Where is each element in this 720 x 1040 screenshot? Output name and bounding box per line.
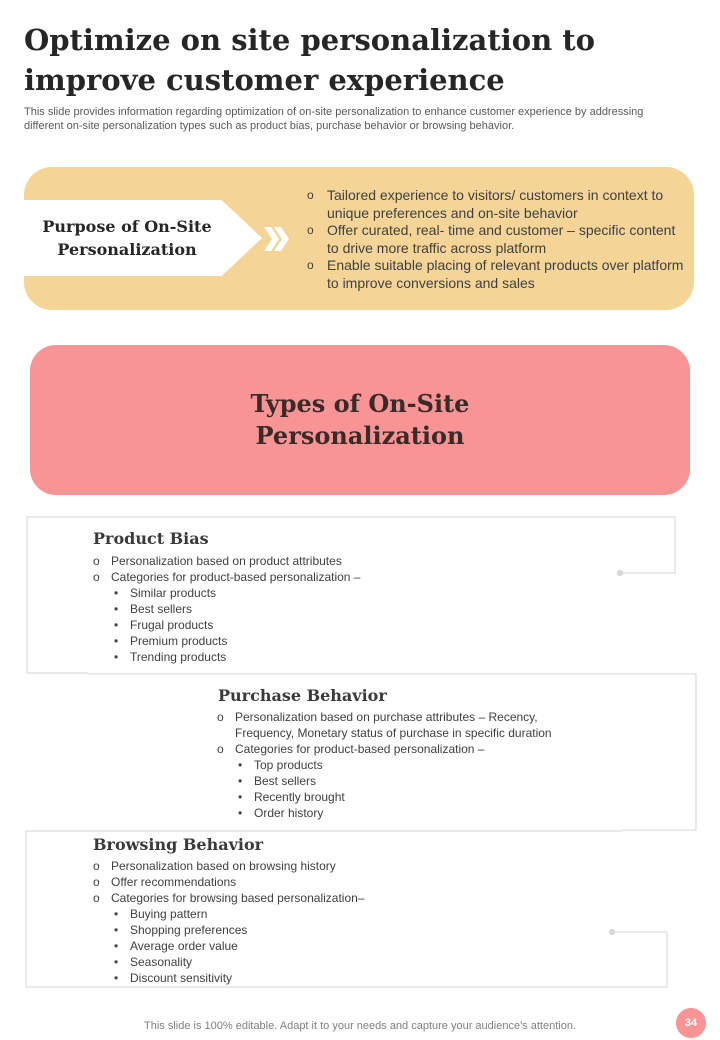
list-item: o Personalization based on browsing history bbox=[93, 859, 336, 873]
list-subitem: • Average order value bbox=[114, 939, 238, 953]
dot-bullet-icon: • bbox=[114, 586, 119, 600]
circle-bullet-icon: o bbox=[93, 554, 100, 568]
circle-bullet-icon: o bbox=[93, 875, 100, 889]
list-subitem: • Premium products bbox=[114, 634, 228, 648]
list-item: o Offer recommendations bbox=[93, 875, 237, 889]
circle-bullet-icon: o bbox=[217, 710, 224, 724]
list-item: o Categories for browsing based personalization– bbox=[93, 891, 365, 905]
list-subitem: • Seasonality bbox=[114, 955, 193, 969]
connector-dot bbox=[617, 570, 623, 576]
purpose-point: o Offer curated, real- time and customer – specific content to drive more traffic across platform bbox=[307, 222, 676, 256]
footer-note: This slide is 100% editable. Adapt it to your needs and capture your audience's attention. bbox=[144, 1020, 576, 1032]
list-item: o Categories for product-based personalization – bbox=[217, 742, 485, 756]
circle-bullet-icon: o bbox=[93, 891, 100, 905]
dot-bullet-icon: • bbox=[114, 602, 119, 616]
types-banner-title: Types of On-Site Personalization bbox=[250, 389, 470, 450]
list-item: o Personalization based on purchase attributes – Recency, Frequency, Monetary status of purchase in specific duration bbox=[217, 710, 552, 740]
list-subitem: • Trending products bbox=[114, 650, 227, 664]
slide-subtitle: This slide provides information regarding optimization of on-site personalization to enhance customer experience by addressing different on-site personalization types such as product bias, purchase behavior or browsing behavior. bbox=[24, 106, 644, 132]
circle-bullet-icon: o bbox=[93, 859, 100, 873]
list-subitem: • Discount sensitivity bbox=[114, 971, 233, 985]
list-subitem: • Frugal products bbox=[114, 618, 214, 632]
circle-bullet-icon: o bbox=[307, 258, 314, 272]
list-subitem: • Order history bbox=[238, 806, 324, 820]
dot-bullet-icon: • bbox=[114, 634, 119, 648]
type-card-title: Product Bias bbox=[93, 529, 209, 548]
dot-bullet-icon: • bbox=[238, 758, 243, 772]
type-card-list bbox=[93, 553, 593, 665]
circle-bullet-icon: o bbox=[93, 570, 100, 584]
list-subitem: • Best sellers bbox=[238, 774, 317, 788]
purpose-label: Purpose of On-Site Personalization bbox=[42, 217, 212, 259]
dot-bullet-icon: • bbox=[114, 939, 119, 953]
purpose-point: o Enable suitable placing of relevant products over platform to improve conversions and sales bbox=[307, 257, 684, 291]
type-card-title: Purchase Behavior bbox=[218, 686, 387, 705]
list-subitem: • Buying pattern bbox=[114, 907, 208, 921]
dot-bullet-icon: • bbox=[114, 955, 119, 969]
circle-bullet-icon: o bbox=[217, 742, 224, 756]
list-subitem: • Top products bbox=[238, 758, 323, 772]
list-subitem: • Best sellers bbox=[114, 602, 193, 616]
dot-bullet-icon: • bbox=[238, 806, 243, 820]
list-item: o Personalization based on product attributes bbox=[93, 554, 342, 568]
list-subitem: • Recently brought bbox=[238, 790, 345, 804]
slide-title: Optimize on site personalization to improve customer experience bbox=[24, 23, 595, 97]
type-card-list bbox=[93, 858, 593, 986]
type-card-list bbox=[217, 709, 597, 821]
dot-bullet-icon: • bbox=[114, 971, 119, 985]
page-number-badge: 34 bbox=[676, 1008, 706, 1038]
dot-bullet-icon: • bbox=[114, 650, 119, 664]
dot-bullet-icon: • bbox=[114, 618, 119, 632]
dot-bullet-icon: • bbox=[238, 774, 243, 788]
list-item: o Categories for product-based personalization – bbox=[93, 570, 361, 584]
dot-bullet-icon: • bbox=[114, 923, 119, 937]
list-subitem: • Shopping preferences bbox=[114, 923, 248, 937]
purpose-point: o Tailored experience to visitors/ customers in context to unique preferences and on-site behavior bbox=[307, 187, 664, 221]
circle-bullet-icon: o bbox=[307, 188, 314, 202]
circle-bullet-icon: o bbox=[307, 223, 314, 237]
dot-bullet-icon: • bbox=[114, 907, 119, 921]
connector-dot bbox=[609, 929, 615, 935]
dot-bullet-icon: • bbox=[238, 790, 243, 804]
type-card-title: Browsing Behavior bbox=[93, 835, 264, 854]
list-subitem: • Similar products bbox=[114, 586, 217, 600]
